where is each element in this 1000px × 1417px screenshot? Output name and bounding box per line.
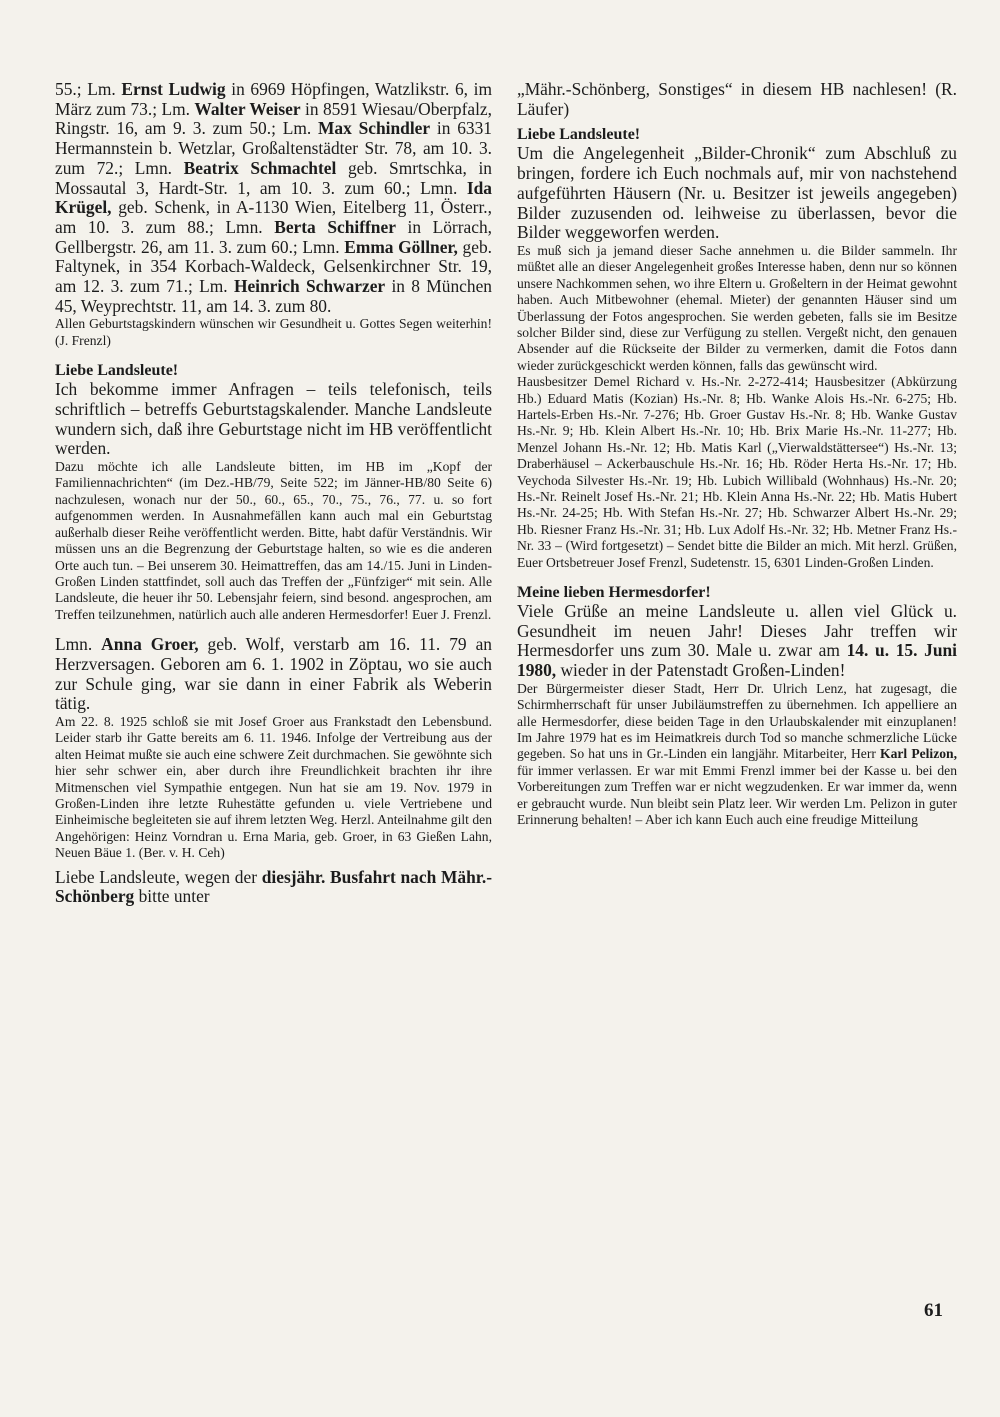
bold-name: Walter Weiser: [194, 98, 301, 119]
bold-name: Heinrich Schwarzer: [233, 276, 386, 297]
bold-name: Emma Göllner,: [344, 236, 458, 257]
left-column: [55, 80, 492, 907]
bold-name: Ernst Ludwig: [121, 79, 226, 99]
bold-name: Beatrix Schmachtel: [183, 157, 337, 178]
house-owner-list: Hausbesitzer Demel Richard v. Hs.-Nr. 2-272-414; Hausbesitzer (Abkürzung Hb.) Eduard Matis (Kozian) Hs.-Nr. 8; Hb. Wanke Alois Hs.-Nr. 6-275; Hb. Hartels-Erben Hs.-Nr. 7-276; Hb. Groer Gustav Hs.-Nr. 8; Hb. Wanke Gustav Hs.-Nr. 9; Hb. Klein Albert Hs.-Nr. 10; Hb. Brix Marie Hs.-Nr. 11-277; Hb. Menzel Johann Hs.-Nr. 12; Hb. Matis Karl („Vierwaldstättersee“) Hs.-Nr. 13; Draberhäusel – Ackerbauschule Hs.-Nr. 16; Hb. Röder Herta Hs.-Nr. 17; Hb. Veychoda Silvester Hs.-Nr. 19; Hb. Lubich Willibald (Wohnhaus) Hs.-Nr. 20; Hs.-Nr. Reinelt Josef Hs.-Nr. 21; Hb. Klein Anna Hs.-Nr. 22; Hb. Matis Hubert Hs.-Nr. 24-25; Hb. With Stefan Hs.-Nr. 27; Hb. Schwarzer Albert Hs.-Nr. 29; Hb. Riesner Franz Hs.-Nr. 31; Hb. Lux Adolf Hs.-Nr. 32; Hb. Metner Franz Hs.-Nr. 33 – (Wird fortgesetzt) – Sendet bitte die Bilder an mich. Mit herzl. Grüßen, Euer Ortsbetreuer Josef Frenzl, Sudetenstr. 15, 6301 Linden-Großen Linden.: [517, 374, 957, 570]
paragraph-mayor-pelizon: Der Bürgermeister dieser Stadt, Herr Dr. Ulrich Lenz, hat zugesagt, die Schirmherrschaft für unser Jubiläumstreffen zu übernehmen. Ich appelliere an alle Hermesdorfer, diese beiden Tage in den Urlaubskalender mit einzuplanen! Im Jahre 1979 hat es im Heimatkreis durch Tod so manche schmerzliche Lücke gegeben. So hat uns in Gr.-Linden ein langjähr. Mitarbeiter, Herr Karl Pelizon, für immer verlassen. Er war mit Emmi Frenzl immer bei der Kasse u. bei den Vorbereitungen zum Treffen war er nicht wegzudenken. Er war immer da, wenn er gebraucht wurde. Nun bleibt sein Platz leer. Wir werden Lm. Pelizon in guter Erinnerung behalten! – Aber ich kann Euch auch eine freudige Mitteilung: [517, 680, 957, 828]
bold-name: Karl Pelizon,: [880, 746, 957, 762]
birthday-list: 55.; Lm. Ernst Ludwig in 6969 Höpfingen, Watzlikstr. 6, im März zum 73.; Lm. Walter Weiser in 8591 Wiesau/Oberpfalz, Ringstr. 16, am 9. 3. zum 50.; Lm. Max Schindler in 6331 Hermannstein b. Wetzlar, Großaltenstädter Str. 78, am 10. 3. zum 72.; Lmn. Beatrix Schmachtel geb. Smrtschka, in Mossautal 3, Hardt-Str. 1, am 10. 3. zum 60.; Lmn. Ida Krügel, geb. Schenk, in A-1130 Wien, Eitelberg 11, Österr., am 10. 3. zum 88.; Lmn. Berta Schiffner in Lörrach, Gellbergstr. 26, am 11. 3. zum 60.; Lmn. Emma Göllner, geb. Faltynek, in 354 Korbach-Waldeck, Gelsenkirchner Str. 19, am 12. 3. zum 71.; Lm. Heinrich Schwarzer in 8 München 45, Weyprechtstr. 11, am 14. 3. zum 80.: [55, 79, 492, 316]
bold-name: Anna Groer,: [101, 634, 199, 655]
bold-name: 14. u. 15. Juni 1980,: [517, 640, 957, 681]
obituary-details: Am 22. 8. 1925 schloß sie mit Josef Groer aus Frankstadt den Lebensbund. Leider starb ihr Gatte bereits am 6. 11. 1946. Infolge der Vertreibung aus der alten Heimat mußte sie auch eine schwere Zeit durchmachen. Sie gewöhnte sich hier sehr schwer ein, aber durch ihre Freundlichkeit brachten ihr ihre Mitmenschen viel Sympathie entgegen. Nun hat sie am 19. Nov. 1979 in Großen-Linden ihre letzte Ruhestätte gefunden u. viele Vertriebene und Einheimische begleiteten sie auf ihrem letzten Weg. Herzl. Anteilnahme gilt den Angehörigen: Heinz Vorndran u. Erna Maria, geb. Groer, in 63 Gießen Lahn, Neuen Bäue 1. (Ber. v. H. Ceh): [55, 713, 492, 861]
heading-liebe-landsleute-2: Liebe Landsleute!: [517, 126, 641, 144]
bold-name: diesjähr. Busfahrt nach Mähr.-Schönberg: [55, 866, 493, 907]
paragraph-bilder-chronik: Um die Angelegenheit „Bilder-Chronik“ zum Abschluß zu bringen, fordere ich Euch nochmals auf, mir von nachstehend aufgeführten Häusern (Nr. u. Besitzer ist jeweils angegeben) Bilder zuzusenden od. leihweise zu überlassen, bevor die Bilder weggeworfen werden.: [517, 143, 957, 243]
paragraph-birthday-inquiry: Ich bekomme immer Anfragen – teils telefonisch, teils schriftlich – betreffs Geburtstagskalender. Manche Landsleute wundern sich, daß ihre Geburtstage nicht im HB veröffentlicht werden.: [55, 379, 492, 459]
paragraph-birthday-rules: Dazu möchte ich alle Landsleute bitten, im HB im „Kopf der Familiennachrichten“ (im Dez.-HB/79, Seite 522; im Jänner-HB/80 Seite 6) nachzulesen, wonach nur der 50., 60., 65., 70., 75., 76., 77. u. so fort aufgenommen werden. In Ausnahmefällen kann auch mal ein Geburtstag außerhalb dieser Reihe veröffentlicht werden. Bitte, habt dafür Verständnis. Wir müssen uns an die Begrenzung der Geburtstage halten, so wie es die anderen Orte auch tun. – Bei unserem 30. Heimattreffen, das am 14./15. Juni in Linden-Großen Linden stattfindet, soll auch das Treffen der „Fünfziger“ mit sein. Alle Landsleute, die heuer ihr 50. Lebensjahr feiern, sind besond. angesprochen, am Treffen teilzunehmen, natürlich auch alle anderen Hermesdorfer! Euer J. Frenzl.: [55, 459, 492, 622]
paragraph-bilder-appeal: Es muß sich ja jemand dieser Sache annehmen u. die Bilder sammeln. Ihr müßtet alle an dieser Angelegenheit großes Interesse haben, denn nur so können unsere Nachkommen sehen, wo ihre Eltern u. Großeltern in der Heimat gewohnt haben. Auch Mitbewohner (ehemal. Mieter) der genannten Häuser sind um Überlassung der Fotos angesprochen. Sie werden gebeten, falls sie im Besitze solcher Bilder sind, diese zur Verfügung zu stellen. Vergeßt nicht, den genauen Absender auf die Rückseite der Bilder zu vermerken, damit die Fotos dann wieder zurückgeschickt werden können, falls das gewünscht wird.: [517, 242, 957, 373]
heading-liebe-landsleute-1: Liebe Landsleute!: [55, 362, 179, 380]
bus-trip-note-continued: „Mähr.-Schönberg, Sonstiges“ in diesem HB nachlesen! (R. Läufer): [517, 79, 957, 119]
right-column: [517, 80, 957, 829]
page-number: 61: [924, 1300, 943, 1321]
bold-name: Berta Schiffner: [274, 216, 396, 237]
bus-trip-note: Liebe Landsleute, wegen der diesjähr. Busfahrt nach Mähr.-Schönberg bitte unter: [55, 866, 493, 907]
bold-name: Ida Krügel,: [55, 177, 492, 218]
birthday-wishes: Allen Geburtstagskindern wünschen wir Gesundheit u. Gottes Segen weiterhin! (J. Frenzl): [55, 316, 492, 348]
obituary-anna-groer: Lmn. Anna Groer, geb. Wolf, verstarb am 16. 11. 79 an Herzversagen. Geboren am 6. 1. 1902 in Zöptau, wo sie auch zur Schule ging, war sie dann in einer Fabrik als Weberin tätig.: [55, 634, 493, 714]
heading-meine-lieben-hermesdorfer: Meine lieben Hermesdorfer!: [517, 584, 711, 602]
paragraph-greetings: Viele Grüße an meine Landsleute u. allen viel Glück u. Gesundheit im neuen Jahr! Dieses Jahr treffen wir Hermesdorfer uns zum 30. Male u. zwar am 14. u. 15. Juni 1980, wieder in der Patenstadt Großen-Linden!: [517, 601, 957, 681]
bold-name: Max Schindler: [317, 118, 431, 139]
